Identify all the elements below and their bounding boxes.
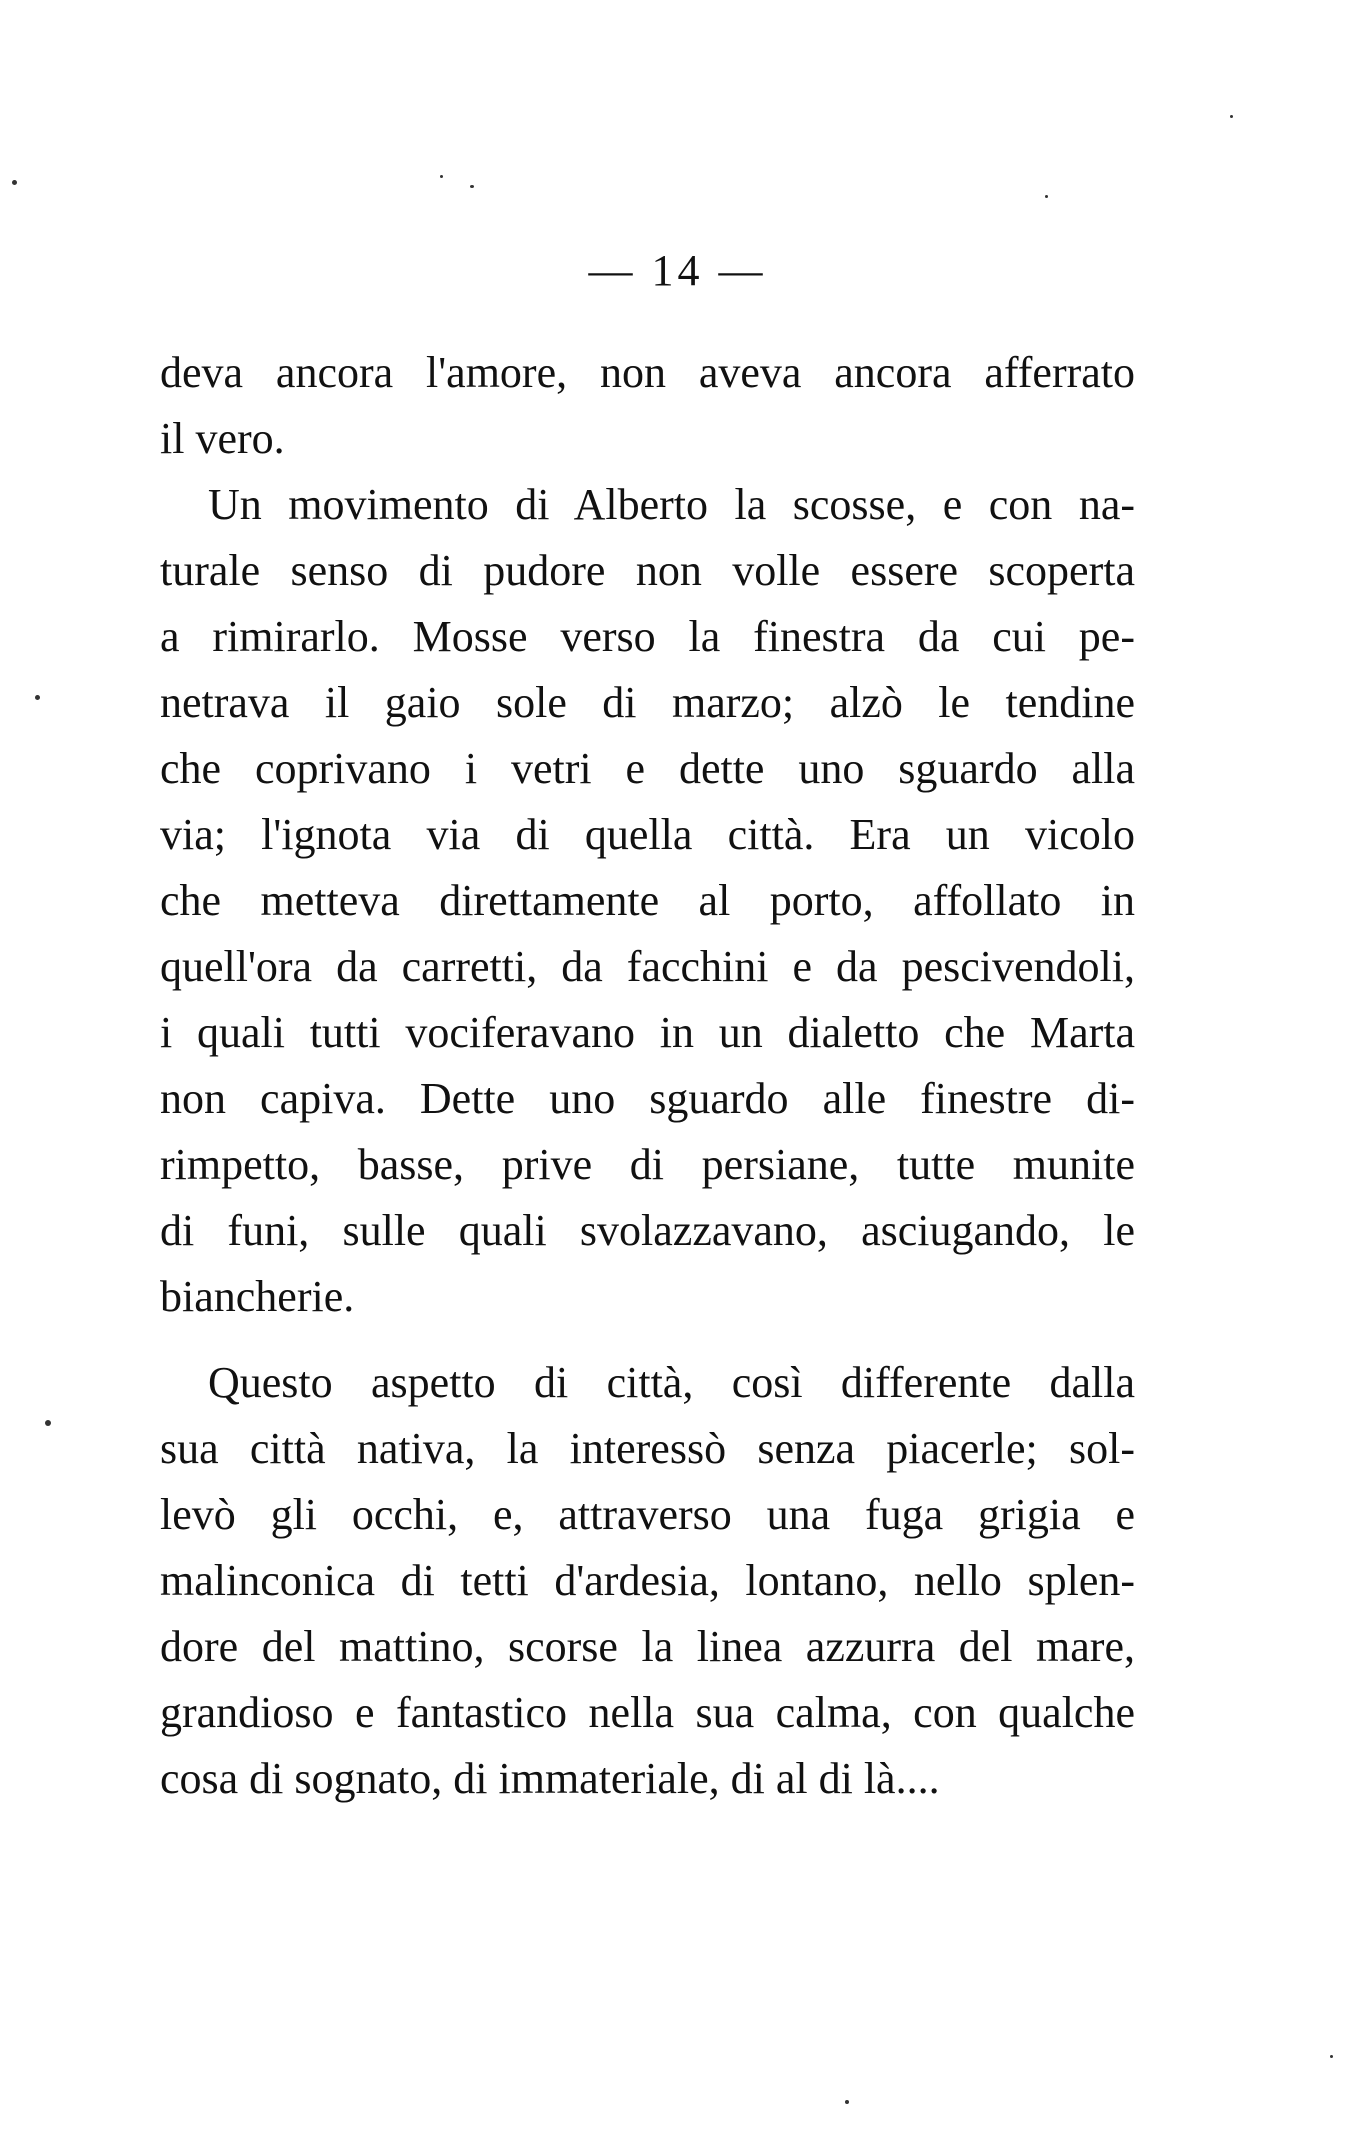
text-line: netrava il gaio sole di marzo; alzò le tendine	[160, 678, 1135, 727]
text-line: non capiva. Dette uno sguardo alle finestre di-	[160, 1074, 1135, 1123]
text-line: sua città nativa, la interessò senza piacerle; sol-	[160, 1424, 1135, 1473]
text-line: di funi, sulle quali svolazzavano, asciugando, le	[160, 1206, 1135, 1255]
text-line: dore del mattino, scorse la linea azzurra del mare,	[160, 1622, 1135, 1671]
text-line: Questo aspetto di città, così differente dalla	[208, 1358, 1135, 1407]
scan-speck	[470, 185, 474, 188]
paragraph-3	[160, 1350, 1135, 1812]
page-number: — 14 —	[588, 246, 767, 295]
text-line: che coprivano i vetri e dette uno sguardo alla	[160, 744, 1135, 793]
scan-speck	[1230, 115, 1233, 118]
text-line: cosa di sognato, di immateriale, di al di là....	[160, 1754, 940, 1803]
text-line: quell'ora da carretti, da facchini e da pescivendoli,	[160, 942, 1135, 991]
scan-speck	[12, 180, 17, 185]
text-line: il vero.	[160, 414, 285, 463]
text-line: grandioso e fantastico nella sua calma, con qualche	[160, 1688, 1135, 1737]
scan-speck	[1330, 2055, 1333, 2058]
body-text	[160, 340, 1135, 1812]
text-line: i quali tutti vociferavano in un dialetto che Marta	[160, 1008, 1135, 1057]
scan-speck	[35, 695, 40, 700]
text-line: rimpetto, basse, prive di persiane, tutte munite	[160, 1140, 1135, 1189]
scan-speck	[45, 1420, 51, 1426]
text-line: via; l'ignota via di quella città. Era un vicolo	[160, 810, 1135, 859]
text-line: turale senso di pudore non volle essere scoperta	[160, 546, 1135, 595]
text-line: Un movimento di Alberto la scosse, e con na-	[208, 480, 1135, 529]
text-line: che metteva direttamente al porto, affollato in	[160, 876, 1135, 925]
text-line: malinconica di tetti d'ardesia, lontano, nello splen-	[160, 1556, 1135, 1605]
scan-speck	[845, 2100, 849, 2104]
text-line: deva ancora l'amore, non aveva ancora afferrato	[160, 348, 1135, 397]
paragraph-1	[160, 340, 1135, 472]
text-line: levò gli occhi, e, attraverso una fuga grigia e	[160, 1490, 1135, 1539]
text-line: biancherie.	[160, 1272, 355, 1321]
scan-speck	[1045, 195, 1048, 198]
scan-speck	[440, 175, 443, 178]
paragraph-2	[160, 472, 1135, 1330]
text-line: a rimirarlo. Mosse verso la finestra da cui pe-	[160, 612, 1135, 661]
